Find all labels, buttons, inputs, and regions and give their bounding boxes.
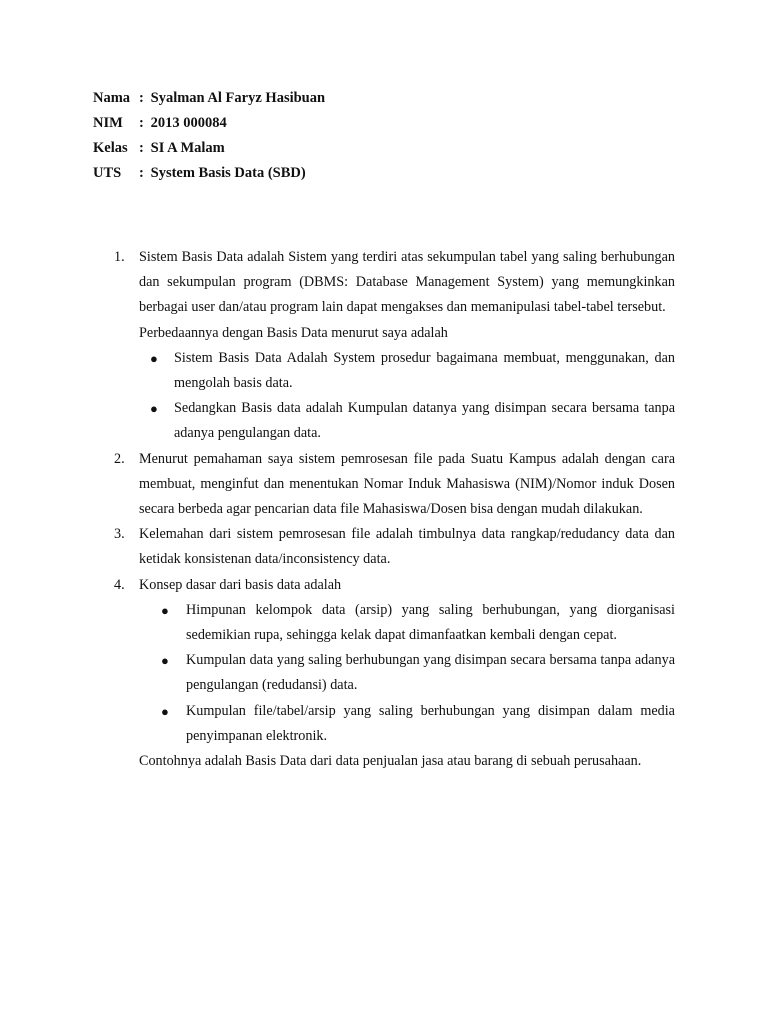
header-label: Nama <box>93 90 131 106</box>
bullet-icon: ● <box>161 653 169 669</box>
answer-item-4 <box>93 573 675 775</box>
bullet-text: Himpunan kelompok data (arsip) yang saling berhubungan, yang diorganisasi sedemikian rupa, sehingga kelak dapat dimanfaatkan kembali dengan cepat. <box>186 601 675 644</box>
answer-item-2 <box>93 447 675 523</box>
list-item <box>139 699 675 749</box>
bullet-icon: ● <box>150 350 158 366</box>
bullet-list <box>139 598 675 749</box>
bullet-icon: ● <box>161 602 169 618</box>
header-colon: : <box>139 165 144 181</box>
bullet-text: Sedangkan Basis data adalah Kumpulan datanya yang disimpan secara bersama tanpa adanya pengulangan data. <box>174 400 675 442</box>
item-number: 4. <box>114 576 125 593</box>
item-number: 3. <box>114 526 125 543</box>
answer-item-3 <box>93 522 675 572</box>
answer-item-1 <box>93 245 675 447</box>
item-paragraph: Contohnya adalah Basis Data dari data penjualan jasa atau barang di sebuah perusahaan. <box>139 753 642 770</box>
bullet-list <box>139 346 675 447</box>
list-item <box>139 396 675 446</box>
student-info-header <box>93 86 325 186</box>
header-row-nama <box>93 86 325 111</box>
header-colon: : <box>139 140 144 156</box>
list-item <box>139 598 675 648</box>
answer-list <box>93 245 675 774</box>
header-row-nim <box>93 111 325 136</box>
bullet-icon: ● <box>161 703 169 719</box>
header-label: UTS <box>93 165 122 181</box>
item-paragraph: Kelemahan dari sistem pemrosesan file adalah timbulnya data rangkap/redudancy data dan ketidak konsistenan data/inconsistency data. <box>139 526 675 568</box>
list-item <box>139 648 675 698</box>
bullet-text: Kumpulan file/tabel/arsip yang saling berhubungan yang disimpan dalam media penyimpanan elektronik. <box>186 702 675 744</box>
item-number: 2. <box>114 450 125 467</box>
list-item <box>139 346 675 396</box>
header-row-kelas <box>93 136 325 161</box>
item-paragraph: Konsep dasar dari basis data adalah <box>139 576 342 593</box>
header-colon: : <box>139 115 144 131</box>
header-value-nama: Syalman Al Faryz Hasibuan <box>150 90 326 106</box>
header-value-uts: System Basis Data (SBD) <box>150 165 306 181</box>
bullet-text: Sistem Basis Data Adalah System prosedur bagaimana membuat, menggunakan, dan mengolah basis data. <box>174 349 675 392</box>
header-label: NIM <box>93 115 123 131</box>
bullet-text: Kumpulan data yang saling berhubungan yang disimpan secara bersama tanpa adanya pengulangan (redudansi) data. <box>186 652 675 694</box>
header-value-kelas: SI A Malam <box>150 140 225 156</box>
item-number: 1. <box>114 249 125 265</box>
item-paragraph: Menurut pemahaman saya sistem pemrosesan file pada Suatu Kampus adalah dengan cara membuat, menginfut dan menentukan Nomar Induk Mahasiswa (NIM)/Nomor induk Dosen secara berbeda agar pencarian data file Mahasiswa/Dosen bisa dengan mudah dilakukan. <box>139 450 675 518</box>
item-paragraph: Sistem Basis Data adalah Sistem yang terdiri atas sekumpulan tabel yang saling berhubungan dan sekumpulan program (DBMS: Database Management System) yang memungkinkan berbagai user dan/atau program lain dapat mengakses dan memanipulasi tabel-tabel tersebut. <box>139 249 675 316</box>
bullet-icon: ● <box>150 401 158 417</box>
header-row-uts <box>93 161 325 186</box>
header-value-nim: 2013 000084 <box>150 115 227 131</box>
header-colon: : <box>139 90 144 106</box>
item-paragraph: Perbedaannya dengan Basis Data menurut saya adalah <box>139 324 448 341</box>
header-label: Kelas <box>93 140 128 156</box>
